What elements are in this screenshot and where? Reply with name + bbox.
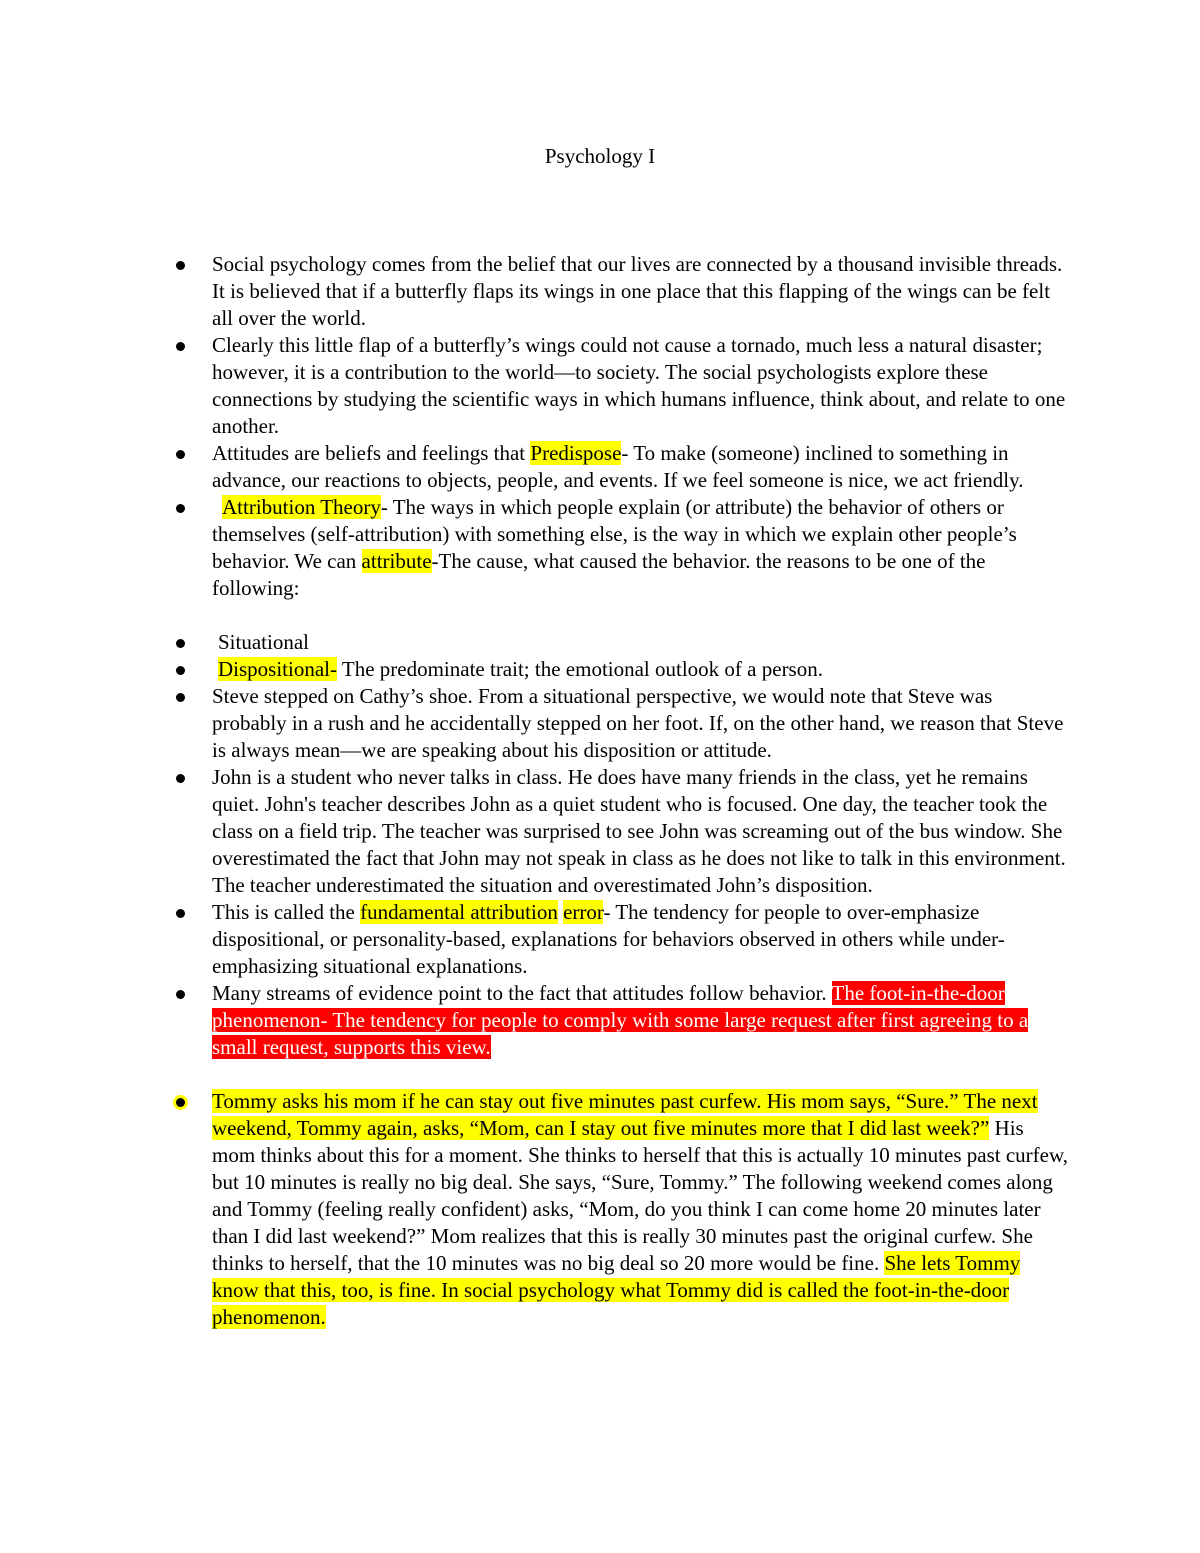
list-item-dispositional xyxy=(212,656,1072,683)
bullet-icon xyxy=(176,666,185,675)
bullet-icon xyxy=(176,504,185,513)
bullet-icon xyxy=(176,990,185,999)
bullet-icon xyxy=(176,342,185,351)
bullet-icon xyxy=(176,774,185,783)
highlighted-term-predispose: Predispose xyxy=(530,441,622,465)
list-item-foot-in-the-door xyxy=(212,980,1072,1061)
list-item-text: Situational xyxy=(218,630,309,654)
list-item-tommy-example xyxy=(212,1088,1072,1331)
bullet-icon xyxy=(176,1098,185,1107)
highlighted-text-tommy-intro: Tommy asks his mom if he can stay out five minutes past curfew. His mom says, “Sure.” The next weekend, Tommy again, asks, “Mom, can I stay out five minutes more that I did last week?” xyxy=(212,1089,1038,1140)
highlighted-term-fundamental-attribution: fundamental attribution xyxy=(360,900,558,924)
list-item-text: Many streams of evidence point to the fact that attitudes follow behavior. xyxy=(212,981,832,1005)
list-item-text: - To make (someone) inclined to something in advance, our reactions to objects, people, and events. If we feel someone is nice, we act friendly. xyxy=(212,441,1024,492)
list-item-situational xyxy=(212,629,1072,656)
highlighted-text-tommy-conclusion: She lets Tommy know that this, too, is fine. In social psychology what Tommy did is called the foot-in-the-door phenomenon. xyxy=(212,1251,1021,1329)
list-item-john-example xyxy=(212,764,1072,899)
highlighted-definition-foot-in-the-door: The foot-in-the-door phenomenon- The tendency for people to comply with some large request after first agreeing to a small request, supports this view. xyxy=(212,981,1029,1059)
list-item-text: -The cause, what caused the behavior. the reasons to be one of the following: xyxy=(212,549,986,600)
bullet-icon xyxy=(176,450,185,459)
bullet-icon xyxy=(176,693,185,702)
list-item-text: His mom thinks about this for a moment. She thinks to herself that this is actually 10 minutes past curfew, but 10 minutes is really no big deal. She says, “Sure, Tommy.” The following weekend comes along and Tommy (feeling really confident) asks, “Mom, do you think I can come home 20 minutes later than I did last weekend?” Mom realizes that this is really 30 minutes past the original curfew. She thinks to herself, that the 10 minutes was no big deal so 20 more would be fine. xyxy=(212,1116,1069,1275)
list-item-fundamental-attribution-error xyxy=(212,899,1072,980)
list-item-text: The predominate trait; the emotional outlook of a person. xyxy=(337,657,823,681)
bullet-icon xyxy=(176,909,185,918)
list-item-text: John is a student who never talks in class. He does have many friends in the class, yet he remains quiet. John's teacher describes John as a quiet student who is focused. One day, the teacher took the class on a field trip. The teacher was surprised to see John was screaming out of the bus window. She overestimated the fact that John may not speak in class as he does not like to talk in this environment. The teacher underestimated the situation and overestimated John’s disposition. xyxy=(212,765,1066,897)
list-item-text: - The tendency for people to over-emphasize dispositional, or personality-based, explanations for behaviors observed in others while under-emphasizing situational explanations. xyxy=(212,900,1005,978)
list-item-text: Social psychology comes from the belief that our lives are connected by a thousand invisible threads. It is believed that if a butterfly flaps its wings in one place that this flapping of the wings can be felt all over the world. xyxy=(212,252,1063,330)
highlighted-term-attribution-theory: Attribution Theory xyxy=(222,495,381,519)
list-item-text: Attitudes are beliefs and feelings that xyxy=(212,441,531,465)
list-item-text: Steve stepped on Cathy’s shoe. From a situational perspective, we would note that Steve was probably in a rush and he accidentally stepped on her foot. If, on the other hand, we reason that Steve is always mean—we are speaking about his disposition or attitude. xyxy=(212,684,1064,762)
list-item-text: - The ways in which people explain (or attribute) the behavior of others or themselves (self-attribution) with something else, is the way in which we explain other people’s behavior. We can xyxy=(212,495,1017,573)
list-item-butterfly-tornado xyxy=(212,332,1072,440)
bullet-list xyxy=(212,251,1072,1331)
highlighted-term-attribute: attribute xyxy=(361,549,432,573)
list-item-text: Clearly this little flap of a butterfly’s wings could not cause a tornado, much less a natural disaster; however, it is a contribution to the world—to society. The social psychologists explore these connections by studying the scientific ways in which humans influence, think about, and relate to one another. xyxy=(212,333,1066,438)
bullet-icon xyxy=(176,261,185,270)
list-item-attribution-theory xyxy=(212,494,1072,602)
bullet-icon xyxy=(176,639,185,648)
list-item-text: This is called the xyxy=(212,900,361,924)
list-item-butterfly-threads xyxy=(212,251,1072,332)
list-item-attitudes xyxy=(212,440,1072,494)
highlighted-term-error: error xyxy=(563,900,604,924)
page-title: Psychology I xyxy=(544,144,656,168)
highlighted-term-dispositional: Dispositional- xyxy=(218,657,337,681)
list-item-steve-example xyxy=(212,683,1072,764)
